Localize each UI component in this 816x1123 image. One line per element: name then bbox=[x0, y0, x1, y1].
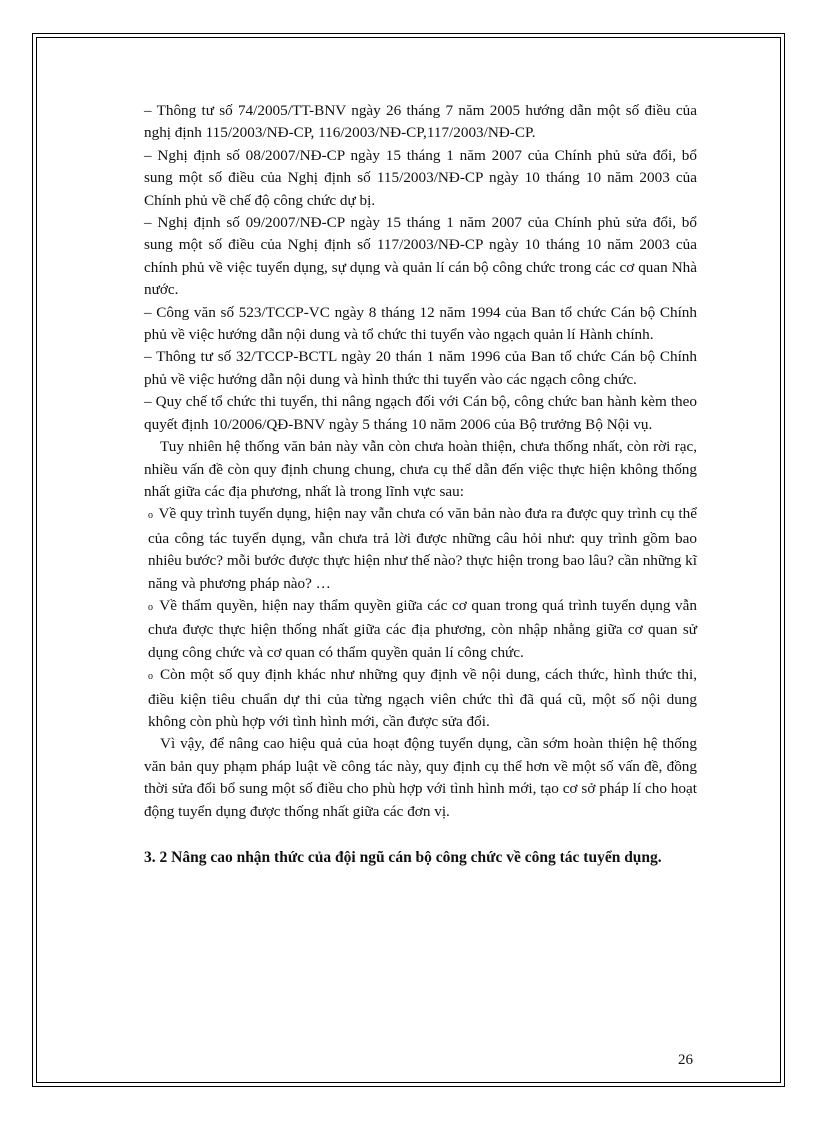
list-item-circular-32: – Thông tư số 32/TCCP-BCTL ngày 20 thán 1 năm 1996 của Ban tổ chức Cán bộ Chính phủ về việc hướng dẫn nội dung và hình thức thi tuyển vào các ngạch công chức. bbox=[144, 348, 697, 388]
bullet-text: Về thẩm quyền, hiện nay thẩm quyền giữa các cơ quan trong quá trình tuyển dụng vẫn chưa được thực hiện thống nhất giữa các địa phương, còn nhập nhằng giữa cơ quan sử dụng công chức và cơ quan có thẩm quyền quản lí công chức. bbox=[148, 596, 697, 661]
bullet-text: Về quy trình tuyển dụng, hiện nay vẫn chưa có văn bản nào đưa ra được quy trình cụ thể của công tác tuyển dụng, vẫn chưa trả lời được những câu hỏi như: quy trình gồm bao nhiêu bước? mỗi bước được thực hiện như thế nào? thực hiện trong bao lâu? cần những kĩ năng và phương pháp nào? … bbox=[148, 505, 697, 592]
bullet-other-regulations bbox=[144, 664, 697, 733]
list-item-decree-08: – Nghị định số 08/2007/NĐ-CP ngày 15 tháng 1 năm 2007 của Chính phủ sửa đổi, bổ sung một số điều của Nghị định số 115/2003/NĐ-CP ngày 10 tháng 10 năm 2003 của Chính phủ về chế độ công chức dự bị. bbox=[144, 146, 697, 209]
bullet-circle-icon: o bbox=[148, 601, 153, 613]
bullet-circle-icon: o bbox=[148, 510, 153, 522]
page-number: 26 bbox=[678, 1052, 693, 1068]
list-item-decree-09: – Nghị định số 09/2007/NĐ-CP ngày 15 tháng 1 năm 2007 của Chính phủ sửa đổi, bổ sung một số điều của Nghị định số 117/2003/NĐ-CP ngày 10 tháng 10 năm 2003 của chính phủ về việc tuyển dụng, sự dụng và quản lí cán bộ công chức trong các cơ quan Nhà nước. bbox=[144, 214, 697, 299]
list-item-regulation-exam: – Quy chế tổ chức thi tuyển, thi nâng ngạch đối với Cán bộ, công chức ban hành kèm theo quyết định 10/2006/QĐ-BNV ngày 5 tháng 10 năm 2006 của Bộ trưởng Bộ Nội vụ. bbox=[144, 393, 697, 433]
paragraph-conclusion: Vì vậy, để nâng cao hiệu quả của hoạt động tuyển dụng, cần sớm hoàn thiện hệ thống văn bản quy phạm pháp luật về công tác này, quy định cụ thể hơn về một số vấn đề, đồng thời sửa đổi bổ sung một số điều cho phù hợp với tình hình mới, tạo cơ sở pháp lí cho hoạt động tuyển dụng được thống nhất giữa các đơn vị. bbox=[144, 735, 697, 820]
bullet-circle-icon: o bbox=[148, 671, 153, 683]
list-item-circular-74: – Thông tư số 74/2005/TT-BNV ngày 26 tháng 7 năm 2005 hướng dẫn một số điều của nghị định 115/2003/NĐ-CP, 116/2003/NĐ-CP,117/2003/NĐ-CP. bbox=[144, 102, 697, 142]
section-heading: 3. 2 Nâng cao nhận thức của đội ngũ cán bộ công chức về công tác tuyển dụng. bbox=[144, 849, 662, 866]
bullet-text: Còn một số quy định khác như những quy định về nội dung, cách thức, hình thức thi, điều kiện tiêu chuẩn dự thi của từng ngạch viên chức thì đã quá cũ, một số nội dung không còn phù hợp với tình hình mới, cần được sửa đổi. bbox=[148, 666, 698, 730]
document-body bbox=[144, 100, 697, 869]
list-item-official-letter-523: – Công văn số 523/TCCP-VC ngày 8 tháng 12 năm 1994 của Ban tổ chức Cán bộ Chính phủ về việc hướng dẫn nội dung và tổ chức thi tuyển vào ngạch quản lí Hành chính. bbox=[144, 303, 697, 344]
paragraph-limitations: Tuy nhiên hệ thống văn bản này vẫn còn chưa hoàn thiện, chưa thống nhất, còn rời rạc, nhiều vấn đề còn quy định chung chung, chưa cụ thể dẫn đến việc thực hiện không thống nhất giữa các địa phương, nhất là trong lĩnh vực sau: bbox=[144, 438, 697, 500]
bullet-authority bbox=[144, 595, 697, 664]
bullet-recruitment-process bbox=[144, 503, 697, 595]
